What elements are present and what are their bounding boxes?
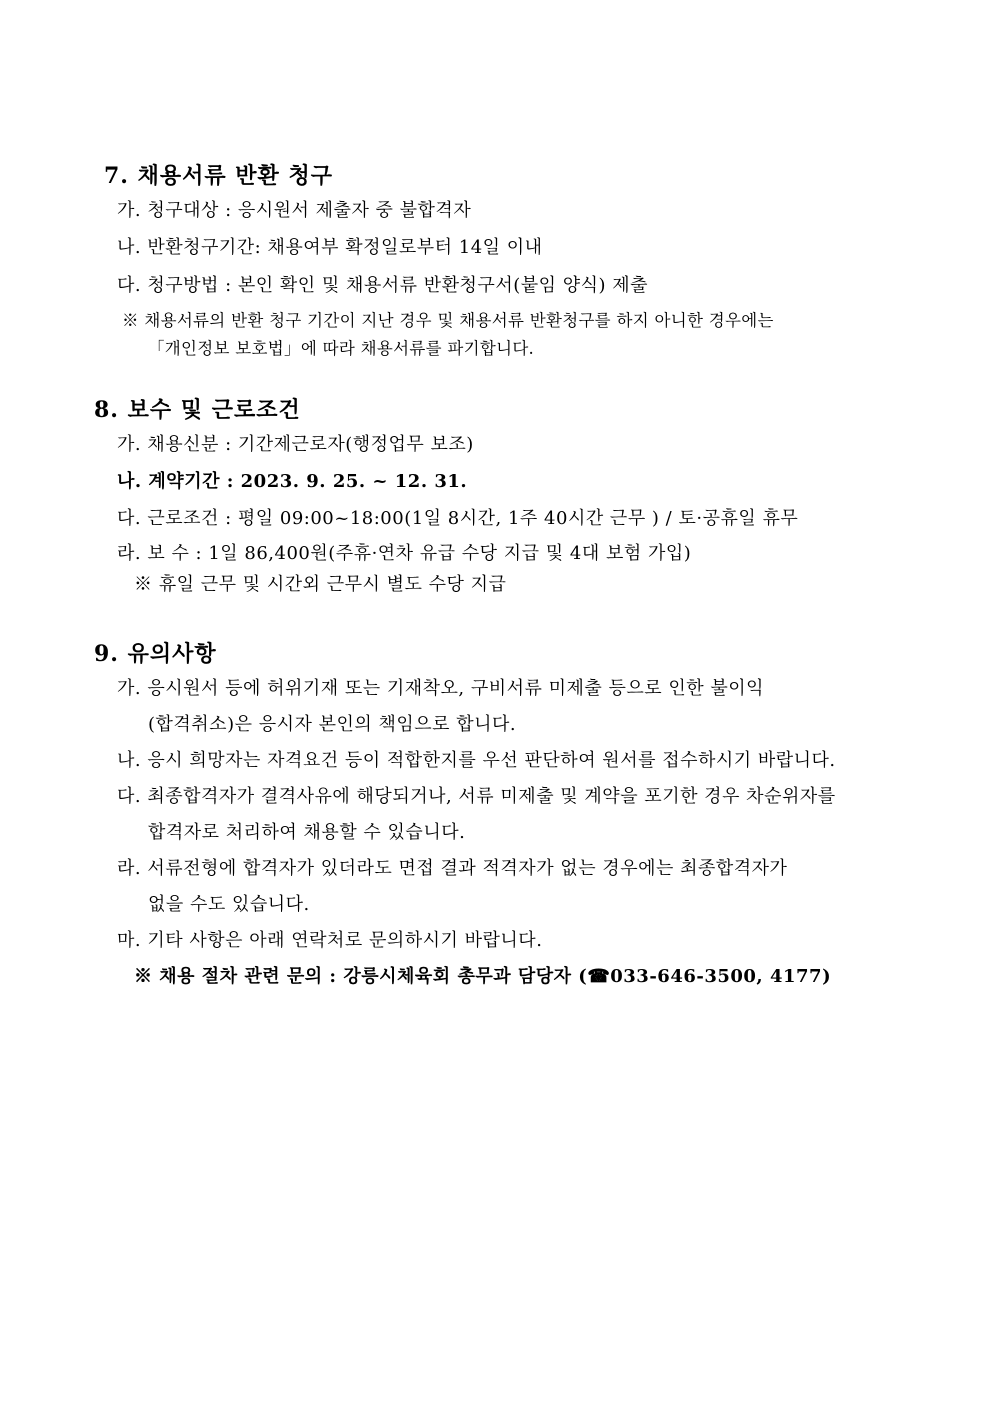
section-9-heading: 9. 유의사항 bbox=[94, 641, 217, 667]
section-8-item-d: 라. 보 수 : 1일 86,400원(주휴·연차 유급 수당 지급 및 4대 보험 가입) bbox=[117, 543, 692, 564]
section-9-item-c-line-1: 다. 최종합격자가 결격사유에 해당되거나, 서류 미제출 및 계약을 포기한 경우 차순위자를 bbox=[117, 786, 836, 807]
section-7-item-c: 다. 청구방법 : 본인 확인 및 채용서류 반환청구서(붙임 양식) 제출 bbox=[117, 275, 649, 296]
section-7-item-a: 가. 청구대상 : 응시원서 제출자 중 불합격자 bbox=[117, 200, 472, 221]
section-9-item-a-line-1: 가. 응시원서 등에 허위기재 또는 기재착오, 구비서류 미제출 등으로 인한 불이익 bbox=[117, 678, 765, 699]
section-7-item-b: 나. 반환청구기간: 채용여부 확정일로부터 14일 이내 bbox=[117, 237, 543, 258]
section-8-heading: 8. 보수 및 근로조건 bbox=[94, 397, 301, 423]
section-8-item-c: 다. 근로조건 : 평일 09:00~18:00(1일 8시간, 1주 40시간 근무 ) / 토·공휴일 휴무 bbox=[117, 508, 799, 529]
section-8-note: ※ 휴일 근무 및 시간외 근무시 별도 수당 지급 bbox=[134, 574, 507, 595]
section-7-note-line-2: 「개인정보 보호법」에 따라 채용서류를 파기합니다. bbox=[148, 339, 535, 358]
section-7-note-line-1: ※ 채용서류의 반환 청구 기간이 지난 경우 및 채용서류 반환청구를 하지 아니한 경우에는 bbox=[122, 311, 774, 330]
section-8-item-a: 가. 채용신분 : 기간제근로자(행정업무 보조) bbox=[117, 434, 474, 455]
section-9-item-d-line-1: 라. 서류전형에 합격자가 있더라도 면접 결과 적격자가 없는 경우에는 최종합격자가 bbox=[117, 858, 788, 879]
contact-prefix: ※ 채용 절차 관련 문의 : 강릉시체육회 총무과 담당자 ( bbox=[134, 966, 588, 987]
section-9-item-e: 마. 기타 사항은 아래 연락처로 문의하시기 바랍니다. bbox=[117, 930, 543, 951]
section-8-item-b: 나. 계약기간 : 2023. 9. 25. ~ 12. 31. bbox=[117, 471, 468, 492]
section-9-item-d-line-2: 없을 수도 있습니다. bbox=[148, 894, 310, 915]
section-9-item-b: 나. 응시 희망자는 자격요건 등이 적합한지를 우선 판단하여 원서를 접수하시기 바랍니다. bbox=[117, 750, 836, 771]
section-9-item-c-line-2: 합격자로 처리하여 채용할 수 있습니다. bbox=[148, 822, 466, 843]
section-9-item-a-line-2: (합격취소)은 응시자 본인의 책임으로 합니다. bbox=[148, 714, 517, 735]
contact-numbers: 033-646-3500, 4177) bbox=[610, 966, 832, 987]
section-7-heading: 7. 채용서류 반환 청구 bbox=[104, 163, 333, 189]
contact-inquiry-line bbox=[134, 965, 831, 989]
phone-icon: ☎ bbox=[587, 966, 611, 987]
